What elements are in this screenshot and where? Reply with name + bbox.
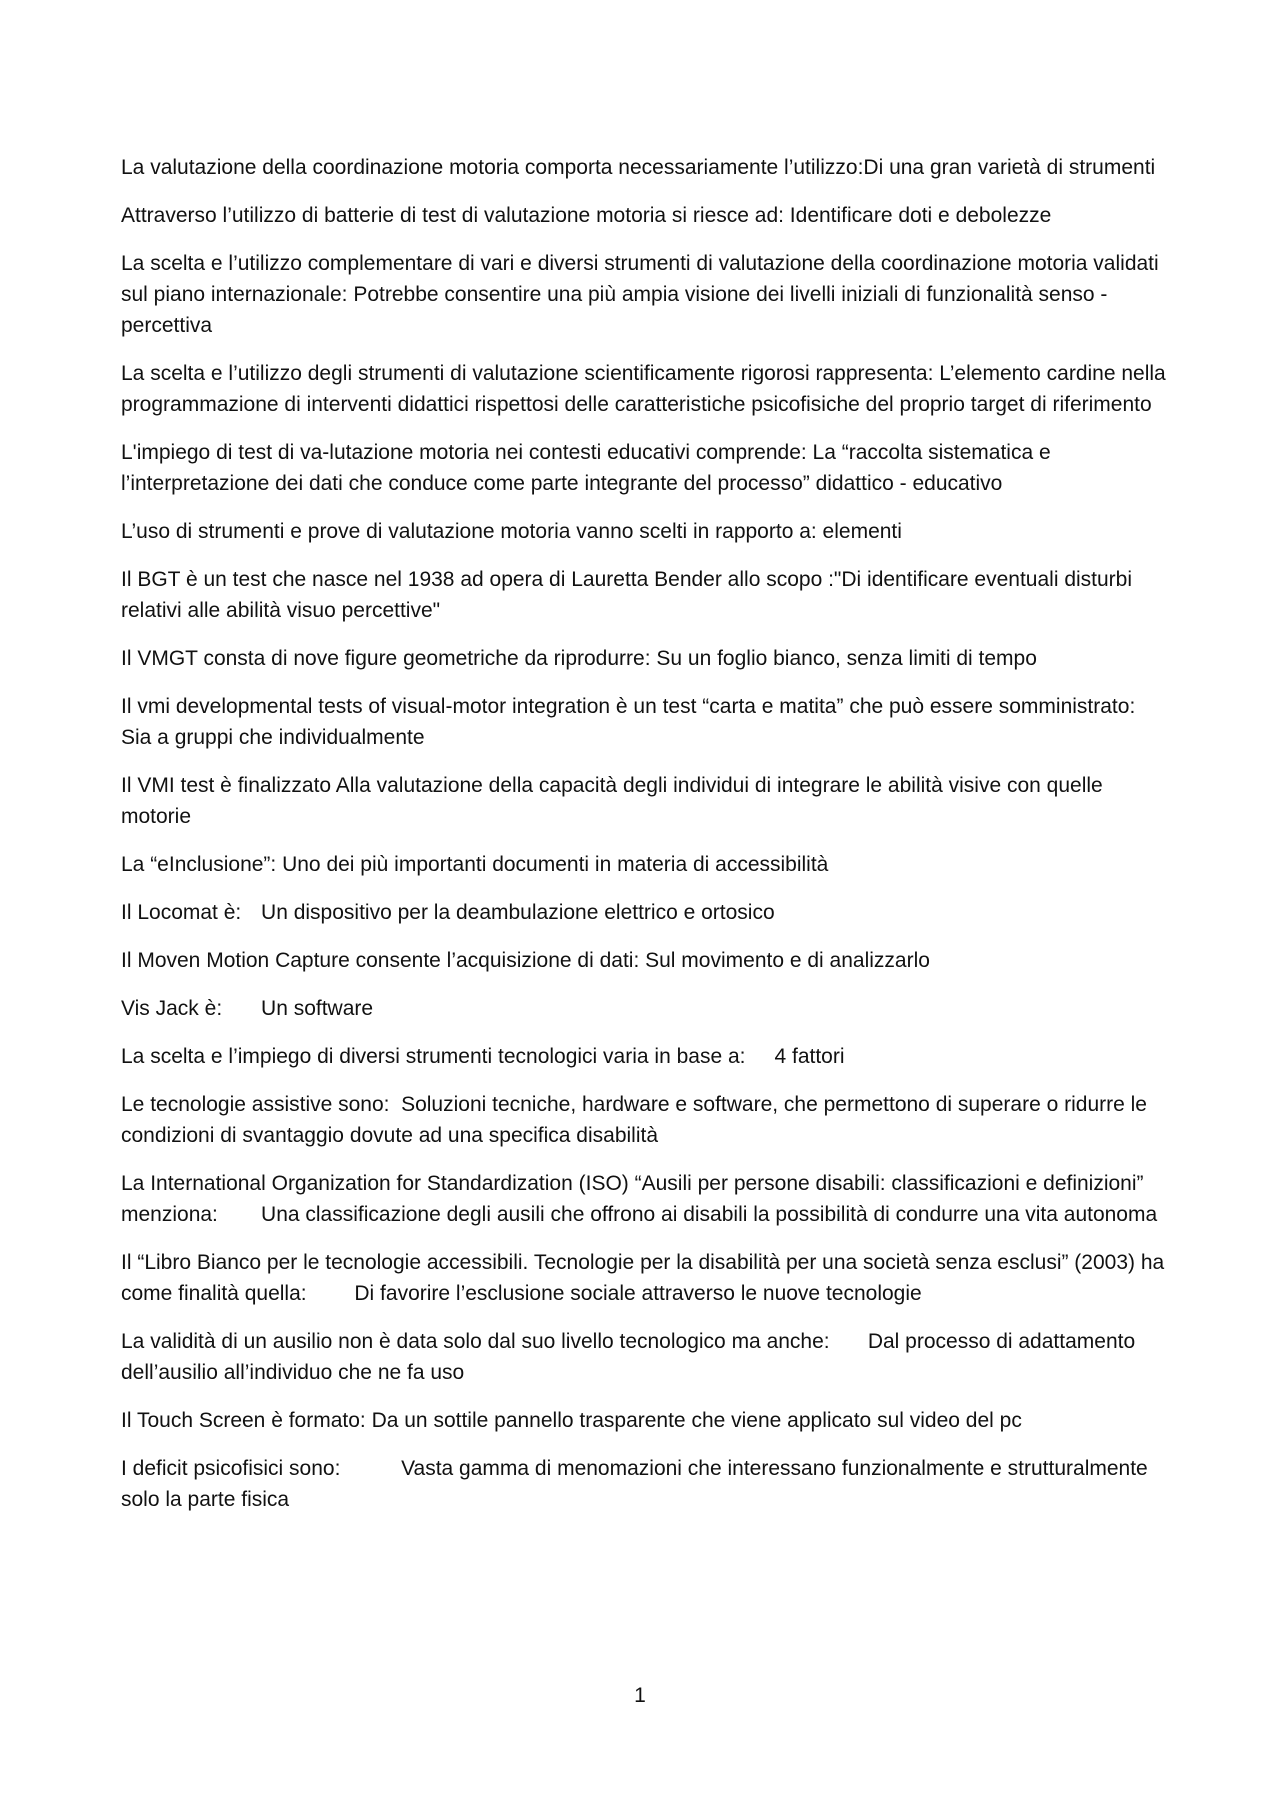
paragraph: Il Locomat è: Un dispositivo per la deambulazione elettrico e ortosico: [121, 901, 775, 924]
paragraph: I deficit psicofisici sono: Vasta gamma di menomazioni che interessano funzionalmente e strutturalmente solo la parte fisica: [121, 1457, 1154, 1511]
paragraph: Il Moven Motion Capture consente l’acquisizione di dati: Sul movimento e di analizzarlo: [121, 949, 930, 972]
document-body: [121, 152, 1171, 1532]
paragraph: Attraverso l’utilizzo di batterie di test di valutazione motoria si riesce ad: Identificare doti e debolezze: [121, 204, 1052, 227]
paragraph: Il vmi developmental tests of visual-motor integration è un test “carta e matita” che può essere somministrato: Sia a gruppi che individualmente: [121, 695, 1142, 749]
paragraph: La scelta e l’impiego di diversi strumenti tecnologici varia in base a: 4 fattori: [121, 1045, 845, 1068]
paragraph: Il “Libro Bianco per le tecnologie accessibili. Tecnologie per la disabilità per una società senza esclusi” (2003) ha come finalità quella: Di favorire l’esclusione sociale attraverso le nuove tecnologie: [121, 1251, 1171, 1305]
paragraph: Il Touch Screen è formato: Da un sottile pannello trasparente che viene applicato sul video del pc: [121, 1409, 1022, 1432]
paragraph: La valutazione della coordinazione motoria comporta necessariamente l’utilizzo:Di una gran varietà di strumenti: [121, 156, 1156, 179]
paragraph: L'impiego di test di va-lutazione motoria nei contesti educativi comprende: La “raccolta sistematica e l’interpretazione dei dati che conduce come parte integrante del processo” didattico - educativo: [121, 441, 1057, 495]
paragraph: La International Organization for Standardization (ISO) “Ausili per persone disabili: classificazioni e definizioni” menziona: Una classificazione degli ausili che offrono ai disabili la possibilità di condurre una vita autonoma: [121, 1172, 1158, 1226]
paragraph: Le tecnologie assistive sono: Soluzioni tecniche, hardware e software, che permettono di superare o ridurre le condizioni di svantaggio dovute ad una specifica disabilità: [121, 1093, 1153, 1147]
paragraph: La scelta e l’utilizzo complementare di vari e diversi strumenti di valutazione della coordinazione motoria validati sul piano internazionale: Potrebbe consentire una più ampia visione dei livelli iniziali di funzionalità senso - percettiva: [121, 252, 1165, 337]
paragraph: La validità di un ausilio non è data solo dal suo livello tecnologico ma anche: Dal processo di adattamento dell’ausilio all’individuo che ne fa uso: [121, 1330, 1141, 1384]
paragraph: La scelta e l’utilizzo degli strumenti di valutazione scientificamente rigorosi rappresenta: L’elemento cardine nella programmazione di interventi didattici rispettosi delle caratteristiche psicofisiche del proprio target di riferimento: [121, 362, 1172, 416]
paragraph: La “eInclusione”: Uno dei più importanti documenti in materia di accessibilità: [121, 853, 829, 876]
paragraph: Il BGT è un test che nasce nel 1938 ad opera di Lauretta Bender allo scopo :"Di identificare eventuali disturbi relativi alle abilità visuo percettive": [121, 568, 1138, 622]
paragraph: L’uso di strumenti e prove di valutazione motoria vanno scelti in rapporto a: elementi: [121, 520, 902, 543]
page-number: 1: [634, 1684, 646, 1707]
paragraph: Il VMI test è finalizzato Alla valutazione della capacità degli individui di integrare le abilità visive con quelle motorie: [121, 774, 1109, 828]
paragraph: Vis Jack è: Un software: [121, 997, 374, 1020]
paragraph: Il VMGT consta di nove figure geometriche da riprodurre: Su un foglio bianco, senza limiti di tempo: [121, 647, 1037, 670]
